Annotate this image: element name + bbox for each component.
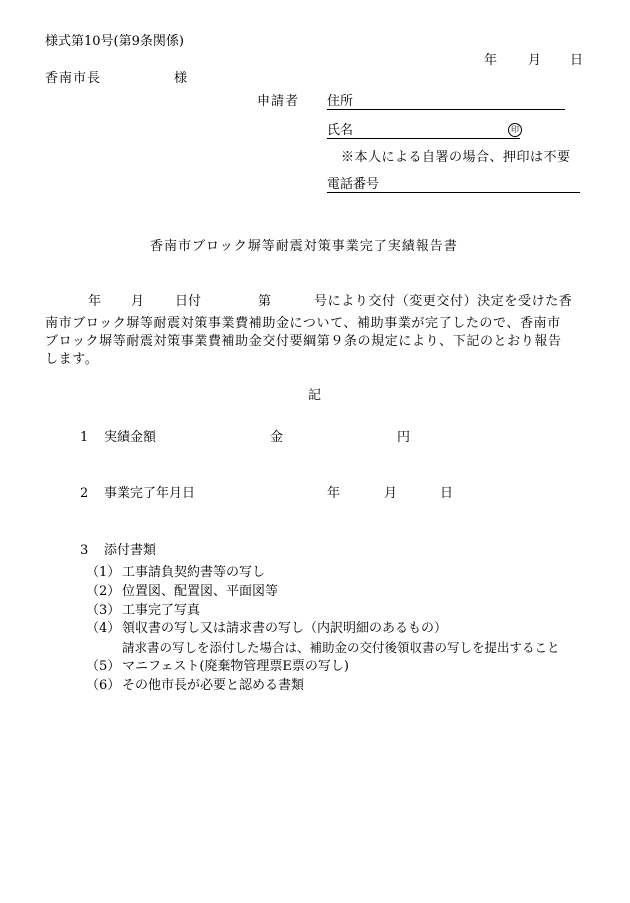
document-title: 香南市ブロック塀等耐震対策事業完了実績報告書 <box>150 239 458 254</box>
attachment-3-number: （3） <box>86 603 121 618</box>
item2-number: 2 <box>80 486 89 501</box>
addressee-honorific: 様 <box>174 71 188 86</box>
attachment-4-number: （4） <box>86 621 121 636</box>
attachment-2-number: （2） <box>86 584 121 599</box>
body-dai: 第 <box>258 294 272 309</box>
name-label: 氏名 <box>327 123 354 138</box>
date-day-label: 日 <box>570 53 584 68</box>
item3-label: 添付書類 <box>104 543 157 558</box>
attachment-3-text: 工事完了写真 <box>122 603 201 618</box>
attachment-4-text: 領収書の写し又は請求書の写し（内訳明細のあるもの） <box>122 621 448 636</box>
ki-marker: 記 <box>308 388 322 403</box>
address-field[interactable] <box>327 109 565 110</box>
body-line1-rest: 号により交付（変更交付）決定を受けた香 <box>314 294 573 309</box>
item2-month: 月 <box>384 486 398 501</box>
item3-number: 3 <box>80 543 89 558</box>
addressee: 香南市長 <box>45 71 102 86</box>
date-month-label: 月 <box>528 53 542 68</box>
phone-field[interactable] <box>327 192 580 193</box>
item2-day: 日 <box>440 486 454 501</box>
attachment-4-note: 請求書の写しを添付した場合は、補助金の交付後領収書の写しを提出すること <box>122 640 560 655</box>
signature-note: ※本人による自署の場合、押印は不要 <box>341 150 571 165</box>
name-field[interactable] <box>327 138 520 139</box>
body-day-suffix: 日付 <box>175 294 202 309</box>
attachment-5-number: （5） <box>86 659 121 674</box>
body-month: 月 <box>131 294 145 309</box>
date-year-label: 年 <box>484 53 498 68</box>
attachment-6-text: その他市長が必要と認める書類 <box>122 678 305 693</box>
applicant-label: 申請者 <box>257 94 300 109</box>
item1-label: 実績金額 <box>104 430 157 445</box>
body-line-3: ブロック塀等耐震対策事業費補助金交付要綱第９条の規定により、下記のとおり報告 <box>45 334 562 349</box>
body-line-4: します。 <box>45 352 99 367</box>
item2-year: 年 <box>327 486 341 501</box>
attachment-5-text: マニフェスト(廃棄物管理票E票の写し) <box>122 659 349 674</box>
attachment-1-number: （1） <box>86 565 121 580</box>
body-line-2: 南市ブロック塀等耐震対策事業費補助金について、補助事業が完了したので、香南市 <box>45 316 561 331</box>
item1-kin: 金 <box>270 430 284 445</box>
form-number: 様式第10号(第9条関係) <box>45 34 184 49</box>
item2-label: 事業完了年月日 <box>104 486 196 501</box>
attachment-6-number: （6） <box>86 678 121 693</box>
item1-yen: 円 <box>397 430 411 445</box>
address-label: 住所 <box>327 94 354 109</box>
attachment-1-text: 工事請負契約書等の写し <box>122 565 266 580</box>
seal-mark: 印 <box>508 123 522 137</box>
body-year: 年 <box>88 294 102 309</box>
attachment-2-text: 位置図、配置図、平面図等 <box>122 584 279 599</box>
phone-label: 電話番号 <box>327 177 380 192</box>
item1-number: 1 <box>80 430 89 445</box>
